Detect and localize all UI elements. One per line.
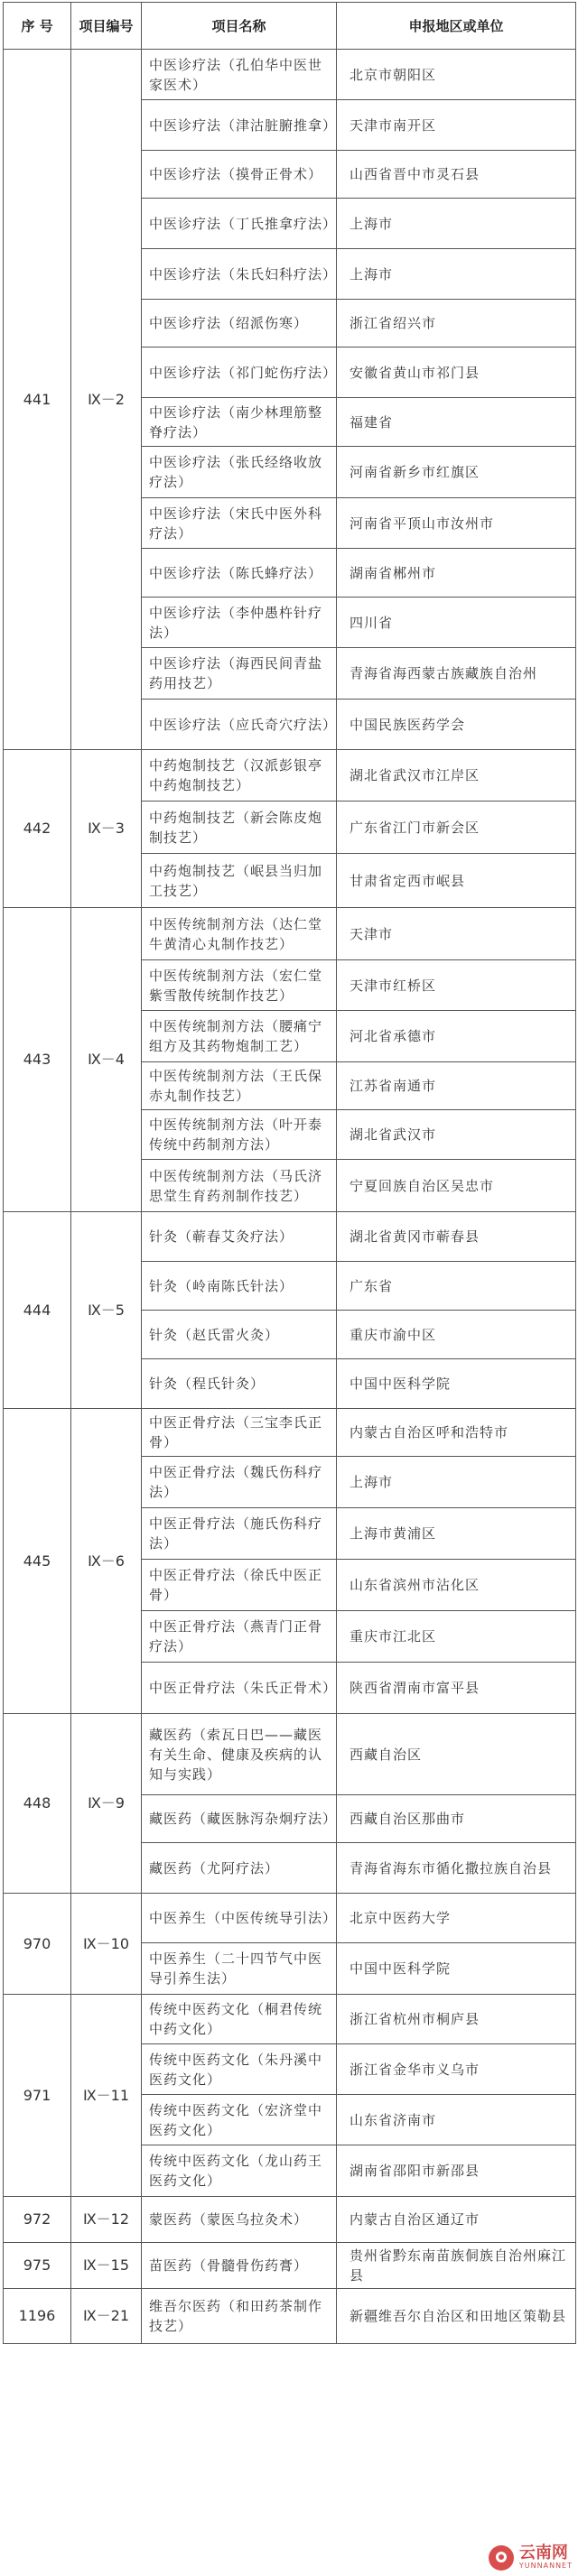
yunnan-net-logo-icon [489, 2545, 514, 2571]
code-cell: Ⅸ－4 [71, 908, 142, 1212]
location-cell: 天津市南开区 [337, 100, 576, 151]
location-cell: 宁夏回族自治区吴忠市 [337, 1160, 576, 1212]
location-cell: 甘肃省定西市岷县 [337, 854, 576, 908]
location-cell: 中国民族医药学会 [337, 700, 576, 750]
code-cell: Ⅸ－10 [71, 1894, 142, 1995]
code-cell: Ⅸ－15 [71, 2243, 142, 2289]
code-cell: Ⅸ－3 [71, 750, 142, 908]
location-cell: 安徽省黄山市祁门县 [337, 347, 576, 398]
heritage-list-table [3, 2, 576, 2344]
project-name-cell: 中医正骨疗法（三宝李氏正骨） [142, 1409, 337, 1457]
table-row [4, 2243, 576, 2289]
project-name-cell: 中医正骨疗法（燕青门正骨疗法） [142, 1611, 337, 1663]
project-name-cell: 藏医药（尤阿疗法） [142, 1843, 337, 1894]
location-cell: 山东省滨州市沾化区 [337, 1560, 576, 1611]
project-name-cell: 中医诊疗法（张氏经络收放疗法） [142, 447, 337, 498]
location-cell: 天津市 [337, 908, 576, 960]
project-name-cell: 针灸（赵氏雷火灸） [142, 1311, 337, 1359]
project-name-cell: 中医诊疗法（宋氏中医外科疗法） [142, 498, 337, 549]
project-name-cell: 针灸（程氏针灸） [142, 1359, 337, 1409]
table-row [4, 2197, 576, 2243]
yunnan-net-watermark [489, 2545, 573, 2571]
header-row [4, 3, 576, 50]
project-name-cell: 中医诊疗法（陈氏蜂疗法） [142, 549, 337, 598]
code-cell: Ⅸ－5 [71, 1212, 142, 1409]
header-code: 项目编号 [71, 3, 142, 50]
project-name-cell: 中医诊疗法（绍派伤寒） [142, 300, 337, 347]
location-cell: 山东省济南市 [337, 2095, 576, 2145]
location-cell: 广东省江门市新会区 [337, 802, 576, 854]
project-name-cell: 中医养生（中医传统导引法） [142, 1894, 337, 1943]
location-cell: 贵州省黔东南苗族侗族自治州麻江县 [337, 2243, 576, 2289]
code-cell: Ⅸ－2 [71, 50, 142, 750]
location-cell: 内蒙古自治区通辽市 [337, 2197, 576, 2243]
location-cell: 湖北省黄冈市蕲春县 [337, 1212, 576, 1262]
project-name-cell: 传统中医药文化（龙山药王医药文化） [142, 2145, 337, 2197]
location-cell: 天津市红桥区 [337, 960, 576, 1011]
location-cell: 青海省海东市循化撒拉族自治县 [337, 1843, 576, 1894]
header-name: 项目名称 [142, 3, 337, 50]
location-cell: 中国中医科学院 [337, 1943, 576, 1995]
project-name-cell: 中医诊疗法（李仲愚杵针疗法） [142, 598, 337, 648]
location-cell: 内蒙古自治区呼和浩特市 [337, 1409, 576, 1457]
location-cell: 四川省 [337, 598, 576, 648]
location-cell: 上海市 [337, 1457, 576, 1508]
location-cell: 浙江省金华市义乌市 [337, 2044, 576, 2095]
table-body [4, 50, 576, 2344]
location-cell: 河北省承德市 [337, 1011, 576, 1062]
table-row [4, 1714, 576, 1795]
project-name-cell: 针灸（蕲春艾灸疗法） [142, 1212, 337, 1262]
table-row [4, 50, 576, 100]
project-name-cell: 中医传统制剂方法（达仁堂牛黄清心丸制作技艺） [142, 908, 337, 960]
location-cell: 上海市黄浦区 [337, 1508, 576, 1560]
location-cell: 北京市朝阳区 [337, 50, 576, 100]
project-name-cell: 中医传统制剂方法（腰痛宁组方及其药物炮制工艺） [142, 1011, 337, 1062]
project-name-cell: 传统中医药文化（朱丹溪中医药文化） [142, 2044, 337, 2095]
seq-cell: 975 [4, 2243, 71, 2289]
seq-cell: 971 [4, 1995, 71, 2197]
project-name-cell: 中医诊疗法（孔伯华中医世家医术） [142, 50, 337, 100]
project-name-cell: 蒙医药（蒙医乌拉灸术） [142, 2197, 337, 2243]
table-row [4, 1995, 576, 2044]
project-name-cell: 中医诊疗法（海西民间青盐药用技艺） [142, 648, 337, 700]
seq-cell: 444 [4, 1212, 71, 1409]
project-name-cell: 中医诊疗法（南少林理筋整脊疗法） [142, 398, 337, 447]
project-name-cell: 中药炮制技艺（新会陈皮炮制技艺） [142, 802, 337, 854]
project-name-cell: 中医诊疗法（津沽脏腑推拿） [142, 100, 337, 151]
project-name-cell: 传统中医药文化（宏济堂中医药文化） [142, 2095, 337, 2145]
table-row [4, 1409, 576, 1457]
seq-cell: 448 [4, 1714, 71, 1894]
location-cell: 上海市 [337, 199, 576, 249]
project-name-cell: 中医正骨疗法（朱氏正骨术） [142, 1663, 337, 1714]
location-cell: 西藏自治区那曲市 [337, 1795, 576, 1843]
project-name-cell: 维吾尔医药（和田药茶制作技艺） [142, 2289, 337, 2344]
project-name-cell: 中医正骨疗法（徐氏中医正骨） [142, 1560, 337, 1611]
code-cell: Ⅸ－6 [71, 1409, 142, 1714]
location-cell: 重庆市渝中区 [337, 1311, 576, 1359]
location-cell: 青海省海西蒙古族藏族自治州 [337, 648, 576, 700]
location-cell: 湖北省武汉市江岸区 [337, 750, 576, 802]
project-name-cell: 中医诊疗法（朱氏妇科疗法） [142, 249, 337, 300]
code-cell: Ⅸ－21 [71, 2289, 142, 2344]
project-name-cell: 中医诊疗法（祁门蛇伤疗法） [142, 347, 337, 398]
location-cell: 北京中医药大学 [337, 1894, 576, 1943]
code-cell: Ⅸ－9 [71, 1714, 142, 1894]
project-name-cell: 中医传统制剂方法（王氏保赤丸制作技艺） [142, 1062, 337, 1110]
seq-cell: 1196 [4, 2289, 71, 2344]
seq-cell: 445 [4, 1409, 71, 1714]
seq-cell: 443 [4, 908, 71, 1212]
location-cell: 中国中医科学院 [337, 1359, 576, 1409]
location-cell: 湖南省郴州市 [337, 549, 576, 598]
project-name-cell: 中医诊疗法（丁氏推拿疗法） [142, 199, 337, 249]
project-name-cell: 中医传统制剂方法（宏仁堂紫雪散传统制作技艺） [142, 960, 337, 1011]
project-name-cell: 藏医药（藏医脉泻杂炯疗法） [142, 1795, 337, 1843]
project-name-cell: 中医诊疗法（应氏奇穴疗法） [142, 700, 337, 750]
project-name-cell: 苗医药（骨髓骨伤药膏） [142, 2243, 337, 2289]
table-row [4, 2289, 576, 2344]
project-name-cell: 藏医药（索瓦日巴——藏医有关生命、健康及疾病的认知与实践） [142, 1714, 337, 1795]
seq-cell: 970 [4, 1894, 71, 1995]
watermark-text: 云南网 [518, 2544, 568, 2563]
location-cell: 浙江省杭州市桐庐县 [337, 1995, 576, 2044]
code-cell: Ⅸ－12 [71, 2197, 142, 2243]
project-name-cell: 中医传统制剂方法（马氏济思堂生育药剂制作技艺） [142, 1160, 337, 1212]
location-cell: 西藏自治区 [337, 1714, 576, 1795]
project-name-cell: 中药炮制技艺（岷县当归加工技艺） [142, 854, 337, 908]
location-cell: 河南省平顶山市汝州市 [337, 498, 576, 549]
location-cell: 重庆市江北区 [337, 1611, 576, 1663]
watermark-subtext: YUNNANNET [518, 2562, 573, 2571]
location-cell: 河南省新乡市红旗区 [337, 447, 576, 498]
location-cell: 新疆维吾尔自治区和田地区策勒县 [337, 2289, 576, 2344]
project-name-cell: 中医正骨疗法（魏氏伤科疗法） [142, 1457, 337, 1508]
location-cell: 湖北省武汉市 [337, 1110, 576, 1160]
seq-cell: 972 [4, 2197, 71, 2243]
project-name-cell: 中医诊疗法（摸骨正骨术） [142, 151, 337, 199]
table-row [4, 908, 576, 960]
project-name-cell: 中药炮制技艺（汉派彭银亭中药炮制技艺） [142, 750, 337, 802]
project-name-cell: 针灸（岭南陈氏针法） [142, 1262, 337, 1311]
project-name-cell: 中医正骨疗法（施氏伤科疗法） [142, 1508, 337, 1560]
location-cell: 江苏省南通市 [337, 1062, 576, 1110]
location-cell: 上海市 [337, 249, 576, 300]
location-cell: 浙江省绍兴市 [337, 300, 576, 347]
table-row [4, 1212, 576, 1262]
location-cell: 广东省 [337, 1262, 576, 1311]
project-name-cell: 传统中医药文化（桐君传统中药文化） [142, 1995, 337, 2044]
seq-cell: 441 [4, 50, 71, 750]
project-name-cell: 中医养生（二十四节气中医导引养生法） [142, 1943, 337, 1995]
header-seq: 序 号 [4, 3, 71, 50]
code-cell: Ⅸ－11 [71, 1995, 142, 2197]
table-row [4, 1894, 576, 1943]
location-cell: 湖南省邵阳市新邵县 [337, 2145, 576, 2197]
location-cell: 福建省 [337, 398, 576, 447]
location-cell: 山西省晋中市灵石县 [337, 151, 576, 199]
project-name-cell: 中医传统制剂方法（叶开泰传统中药制剂方法） [142, 1110, 337, 1160]
table-row [4, 750, 576, 802]
header-location: 申报地区或单位 [337, 3, 576, 50]
location-cell: 陕西省渭南市富平县 [337, 1663, 576, 1714]
seq-cell: 442 [4, 750, 71, 908]
